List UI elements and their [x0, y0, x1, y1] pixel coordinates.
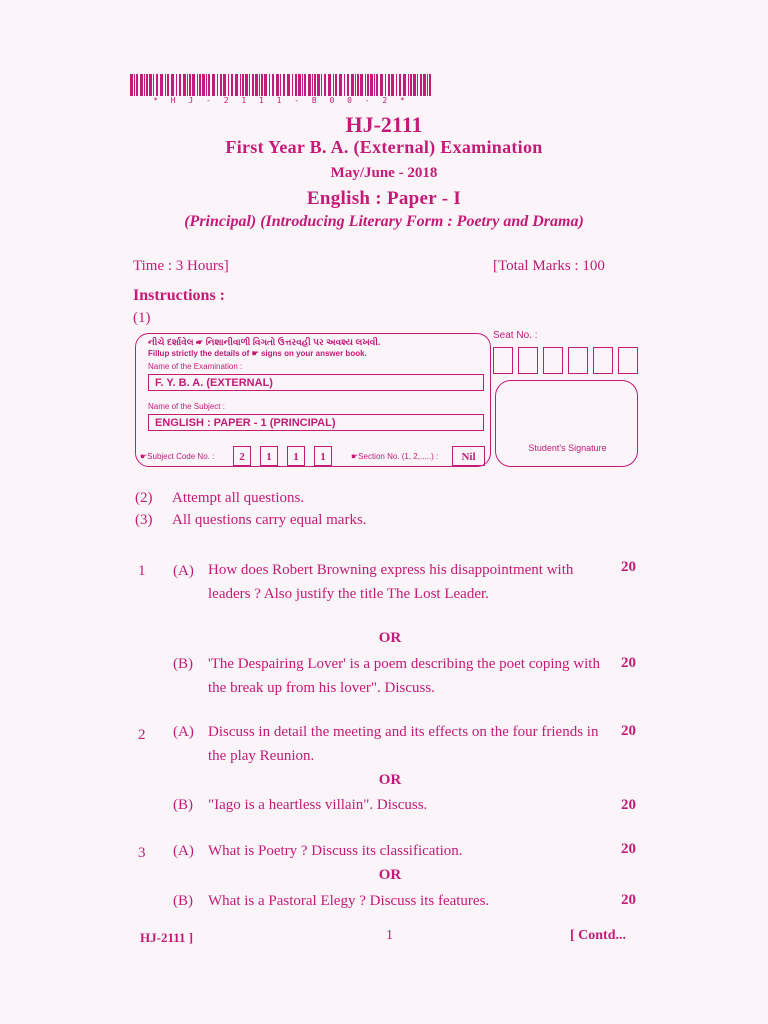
barcode-bar [189, 74, 191, 96]
seat-no-cell [568, 347, 588, 374]
instruction-number: (3) [135, 512, 153, 528]
question-marks: 20 [621, 655, 636, 671]
barcode-bar [208, 74, 210, 96]
instructions-heading: Instructions : [133, 287, 226, 304]
subject-name-label: Name of the Subject : [148, 402, 225, 411]
barcode-bar [298, 74, 301, 96]
question-part-label: (B) [173, 797, 193, 813]
or-divider: OR [378, 867, 402, 883]
barcode-bar [360, 74, 363, 96]
continued-label: [ Contd... [570, 928, 627, 943]
exam-title: First Year B. A. (External) Examination [225, 137, 543, 157]
signature-box [495, 380, 638, 467]
subject-name-field: ENGLISH : PAPER - 1 (PRINCIPAL) [148, 414, 484, 431]
barcode-bar [308, 74, 311, 96]
barcode-bar [365, 74, 366, 96]
barcode-bar [339, 74, 342, 96]
barcode-bar [304, 74, 306, 96]
barcode-bar [269, 74, 270, 96]
barcode-bar [321, 74, 322, 96]
barcode-bar [255, 74, 258, 96]
or-divider: OR [378, 772, 402, 788]
or-divider: OR [378, 630, 402, 646]
barcode-bar [192, 74, 195, 96]
barcode-bar [410, 74, 412, 96]
question-part-label: (B) [173, 656, 193, 672]
barcode-bar [376, 74, 378, 96]
fillup-instruction: Fillup strictly the details of ☛ signs on your answer book. [148, 349, 367, 358]
barcode-bar [134, 74, 135, 96]
page-number: 1 [386, 928, 393, 943]
barcode-bar [403, 74, 406, 96]
barcode-bar [179, 74, 181, 96]
barcode-bar [317, 74, 320, 96]
barcode-bar [367, 74, 369, 96]
instruction-1-number: (1) [133, 310, 151, 326]
footer-paper-code: HJ-2111 ] [140, 930, 194, 945]
question-text: What is Poetry ? Discuss its classification. [208, 843, 463, 859]
barcode-bar [391, 74, 394, 96]
question-marks: 20 [621, 559, 636, 575]
subject-code-digit: 2 [233, 446, 251, 466]
barcode-bar [399, 74, 401, 96]
signature-label: Student's Signature [528, 443, 607, 453]
barcode-bar [153, 74, 154, 96]
barcode-bar [206, 74, 207, 96]
instruction-text: Attempt all questions. [172, 490, 305, 506]
question-text: 'The Despairing Lover' is a poem describing the poet coping with the break up from his lover". Discuss. [208, 656, 600, 696]
barcode-bar [240, 74, 241, 96]
barcode-bar [136, 74, 138, 96]
gujarati-instruction: નીચે દર્શાવેલ ☛ નિશાનીવાળી વિગતો ઉત્તરવહી પર અવશ્ય લખવી. [148, 337, 381, 347]
section-value: Nil [452, 446, 485, 466]
exam-session: May/June - 2018 [330, 165, 438, 181]
barcode-bar [295, 74, 297, 96]
barcode [130, 74, 432, 96]
barcode-bar [167, 74, 169, 96]
paper-code: HJ-2111 [345, 112, 423, 137]
barcode-bar [429, 74, 431, 96]
seat-no-label: Seat No. : [493, 330, 538, 341]
barcode-bar [261, 74, 263, 96]
barcode-bar [292, 74, 293, 96]
total-marks: [Total Marks : 100 [493, 258, 605, 274]
barcode-bar [385, 74, 386, 96]
barcode-bar [183, 74, 186, 96]
barcode-bar [423, 74, 426, 96]
barcode-bar [324, 74, 326, 96]
barcode-bar [187, 74, 188, 96]
barcode-bar [408, 74, 409, 96]
question-text: Discuss in detail the meeting and its effects on the four friends in the play Reunion. [208, 724, 599, 764]
subject-title: English : Paper - I [306, 188, 462, 209]
subject-code-digit: 1 [314, 446, 332, 466]
barcode-bar [335, 74, 337, 96]
seat-no-cell [543, 347, 563, 374]
seat-no-cell [518, 347, 538, 374]
barcode-bar [276, 74, 279, 96]
barcode-bar [165, 74, 166, 96]
barcode-bar [351, 74, 354, 96]
subject-code-digit: 1 [287, 446, 305, 466]
barcode-bar [302, 74, 303, 96]
time-allowed: Time : 3 Hours] [133, 258, 229, 274]
barcode-bar [149, 74, 152, 96]
barcode-bar [420, 74, 422, 96]
course-title: (Principal) (Introducing Literary Form : Poetry and Drama) [184, 213, 584, 230]
barcode-bar [287, 74, 290, 96]
barcode-bar [413, 74, 416, 96]
barcode-bar [355, 74, 356, 96]
barcode-bar [380, 74, 383, 96]
barcode-bar [357, 74, 359, 96]
barcode-bar [130, 74, 133, 96]
question-number: 2 [138, 727, 146, 743]
barcode-bar [417, 74, 418, 96]
barcode-bar [252, 74, 254, 96]
barcode-bar [264, 74, 267, 96]
question-marks: 20 [621, 723, 636, 739]
question-text: What is a Pastoral Elegy ? Discuss its features. [208, 893, 490, 909]
barcode-bar [272, 74, 274, 96]
barcode-bar [197, 74, 198, 96]
details-form-box [135, 333, 491, 467]
barcode-bar [176, 74, 177, 96]
barcode-bar [245, 74, 248, 96]
barcode-bar [228, 74, 229, 96]
instruction-number: (2) [135, 490, 153, 506]
question-number: 1 [138, 563, 146, 579]
barcode-bar [199, 74, 201, 96]
barcode-bar [223, 74, 226, 96]
barcode-bar [370, 74, 373, 96]
question-marks: 20 [621, 892, 636, 908]
question-part-label: (A) [173, 724, 194, 740]
barcode-bar [140, 74, 143, 96]
barcode-bar [333, 74, 334, 96]
barcode-bar [388, 74, 390, 96]
barcode-bar [242, 74, 244, 96]
barcode-bar [146, 74, 148, 96]
barcode-text: * H J - 2 1 1 1 - B 0 0 - 2 * [153, 96, 409, 105]
seat-no-cell [593, 347, 613, 374]
barcode-bar [259, 74, 260, 96]
question-part-label: (A) [173, 563, 194, 579]
section-label: ☛Section No. (1, 2,.....) : [351, 452, 439, 461]
barcode-bar [396, 74, 397, 96]
barcode-bar [144, 74, 145, 96]
barcode-bar [235, 74, 238, 96]
question-number: 3 [138, 845, 146, 861]
seat-no-cell [493, 347, 513, 374]
barcode-bar [344, 74, 345, 96]
question-text: How does Robert Browning express his disappointment with leaders ? Also justify the title The Lost Leader. [208, 562, 574, 602]
question-text: "Iago is a heartless villain". Discuss. [208, 797, 428, 813]
barcode-bar [312, 74, 313, 96]
barcode-bar [217, 74, 218, 96]
barcode-bar [347, 74, 349, 96]
barcode-bar [328, 74, 331, 96]
exam-name-field: F. Y. B. A. (EXTERNAL) [148, 374, 484, 391]
subject-code-label: ☛Subject Code No. : [140, 452, 215, 461]
question-marks: 20 [621, 841, 636, 857]
barcode-bar [156, 74, 158, 96]
barcode-bar [249, 74, 250, 96]
barcode-bar [231, 74, 233, 96]
exam-name-label: Name of the Examination : [148, 362, 243, 371]
question-marks: 20 [621, 797, 636, 813]
barcode-bar [212, 74, 215, 96]
barcode-bar [427, 74, 428, 96]
barcode-bar [160, 74, 163, 96]
barcode-bar [280, 74, 281, 96]
subject-code-digit: 1 [260, 446, 278, 466]
barcode-bar [374, 74, 375, 96]
barcode-bar [314, 74, 316, 96]
barcode-bar [220, 74, 222, 96]
barcode-bar [202, 74, 205, 96]
question-part-label: (B) [173, 893, 193, 909]
barcode-bar [171, 74, 174, 96]
instruction-text: All questions carry equal marks. [172, 512, 367, 528]
seat-no-cell [618, 347, 638, 374]
question-part-label: (A) [173, 843, 194, 859]
barcode-bar [283, 74, 285, 96]
